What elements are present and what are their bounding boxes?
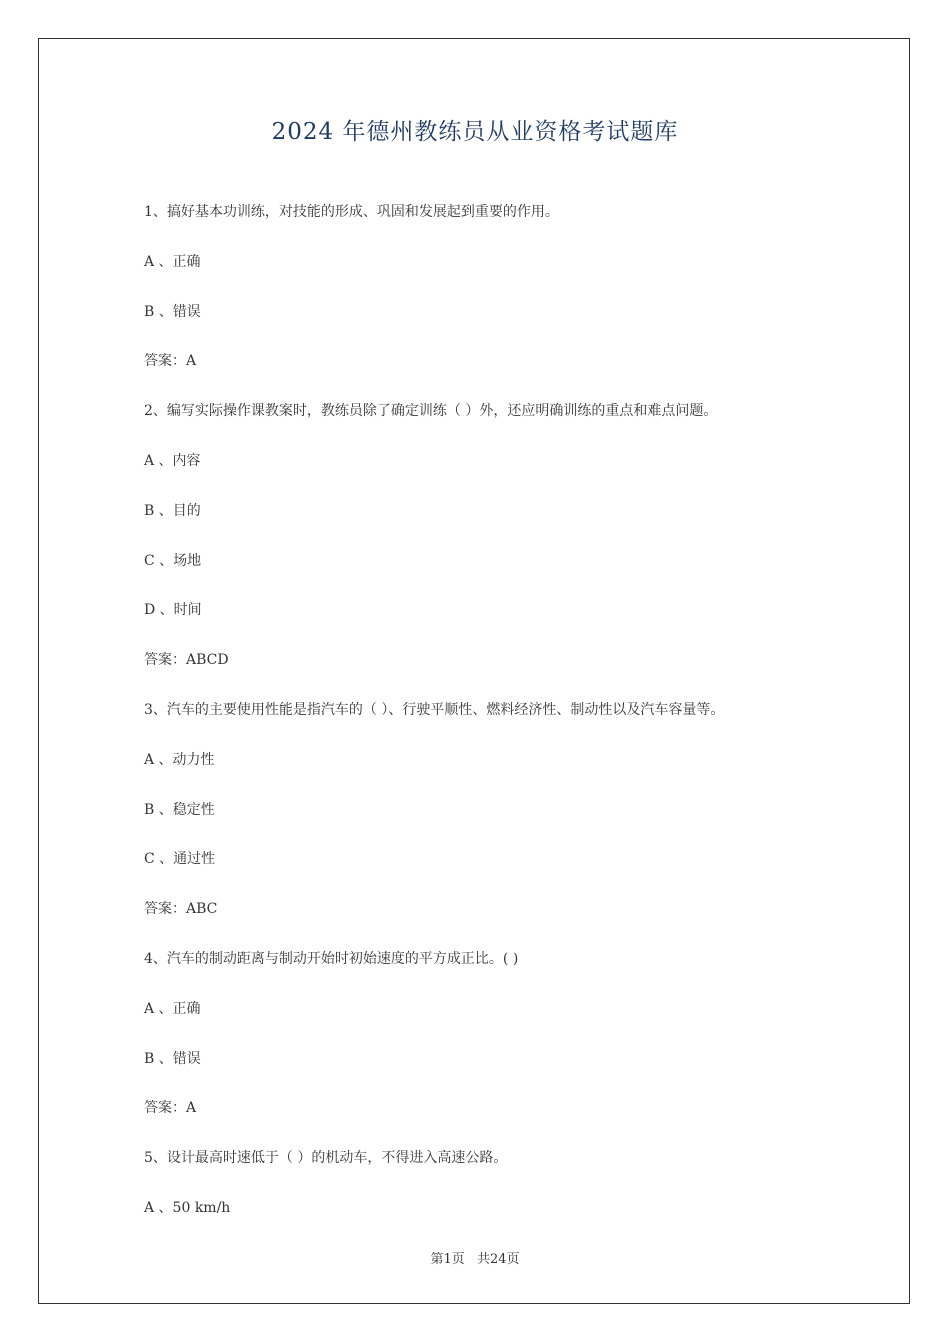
question-list (144, 200, 844, 1246)
page-footer (0, 1248, 950, 1267)
question-stem: 5、设计最高时速低于（ ）的机动车，不得进入高速公路。 (144, 1150, 508, 1167)
answer: 答案：ABC (144, 901, 218, 918)
option: B 、错误 (144, 303, 201, 320)
option: C 、通过性 (144, 851, 216, 868)
option: D 、时间 (144, 602, 202, 619)
option: A 、动力性 (144, 751, 215, 768)
option: B 、错误 (144, 1050, 201, 1067)
question-stem: 2、编写实际操作课教案时，教练员除了确定训练（ ）外，还应明确训练的重点和难点问题。 (144, 403, 718, 420)
option: C 、场地 (144, 552, 202, 569)
answer: 答案：A (144, 353, 197, 370)
option: A 、内容 (144, 452, 201, 469)
option: B 、目的 (144, 502, 201, 519)
option: A 、50 km/h (144, 1199, 231, 1216)
answer: 答案：A (144, 1100, 197, 1117)
page-number: 第1页 (430, 1252, 465, 1267)
question-stem: 1、搞好基本功训练，对技能的形成、巩固和发展起到重要的作用。 (144, 204, 559, 220)
option: A 、正确 (144, 1000, 201, 1017)
page-total: 共24页 (476, 1252, 520, 1267)
answer: 答案：ABCD (144, 652, 229, 669)
option: B 、稳定性 (144, 801, 215, 818)
question-stem: 3、汽车的主要使用性能是指汽车的（ ）、行驶平顺性、燃料经济性、制动性以及汽车容量等。 (144, 701, 725, 718)
option: A 、正确 (144, 253, 201, 270)
page-title: 2024 年德州教练员从业资格考试题库 (271, 119, 679, 145)
question-stem: 4、汽车的制动距离与制动开始时初始速度的平方成正比。( ) (144, 950, 519, 967)
